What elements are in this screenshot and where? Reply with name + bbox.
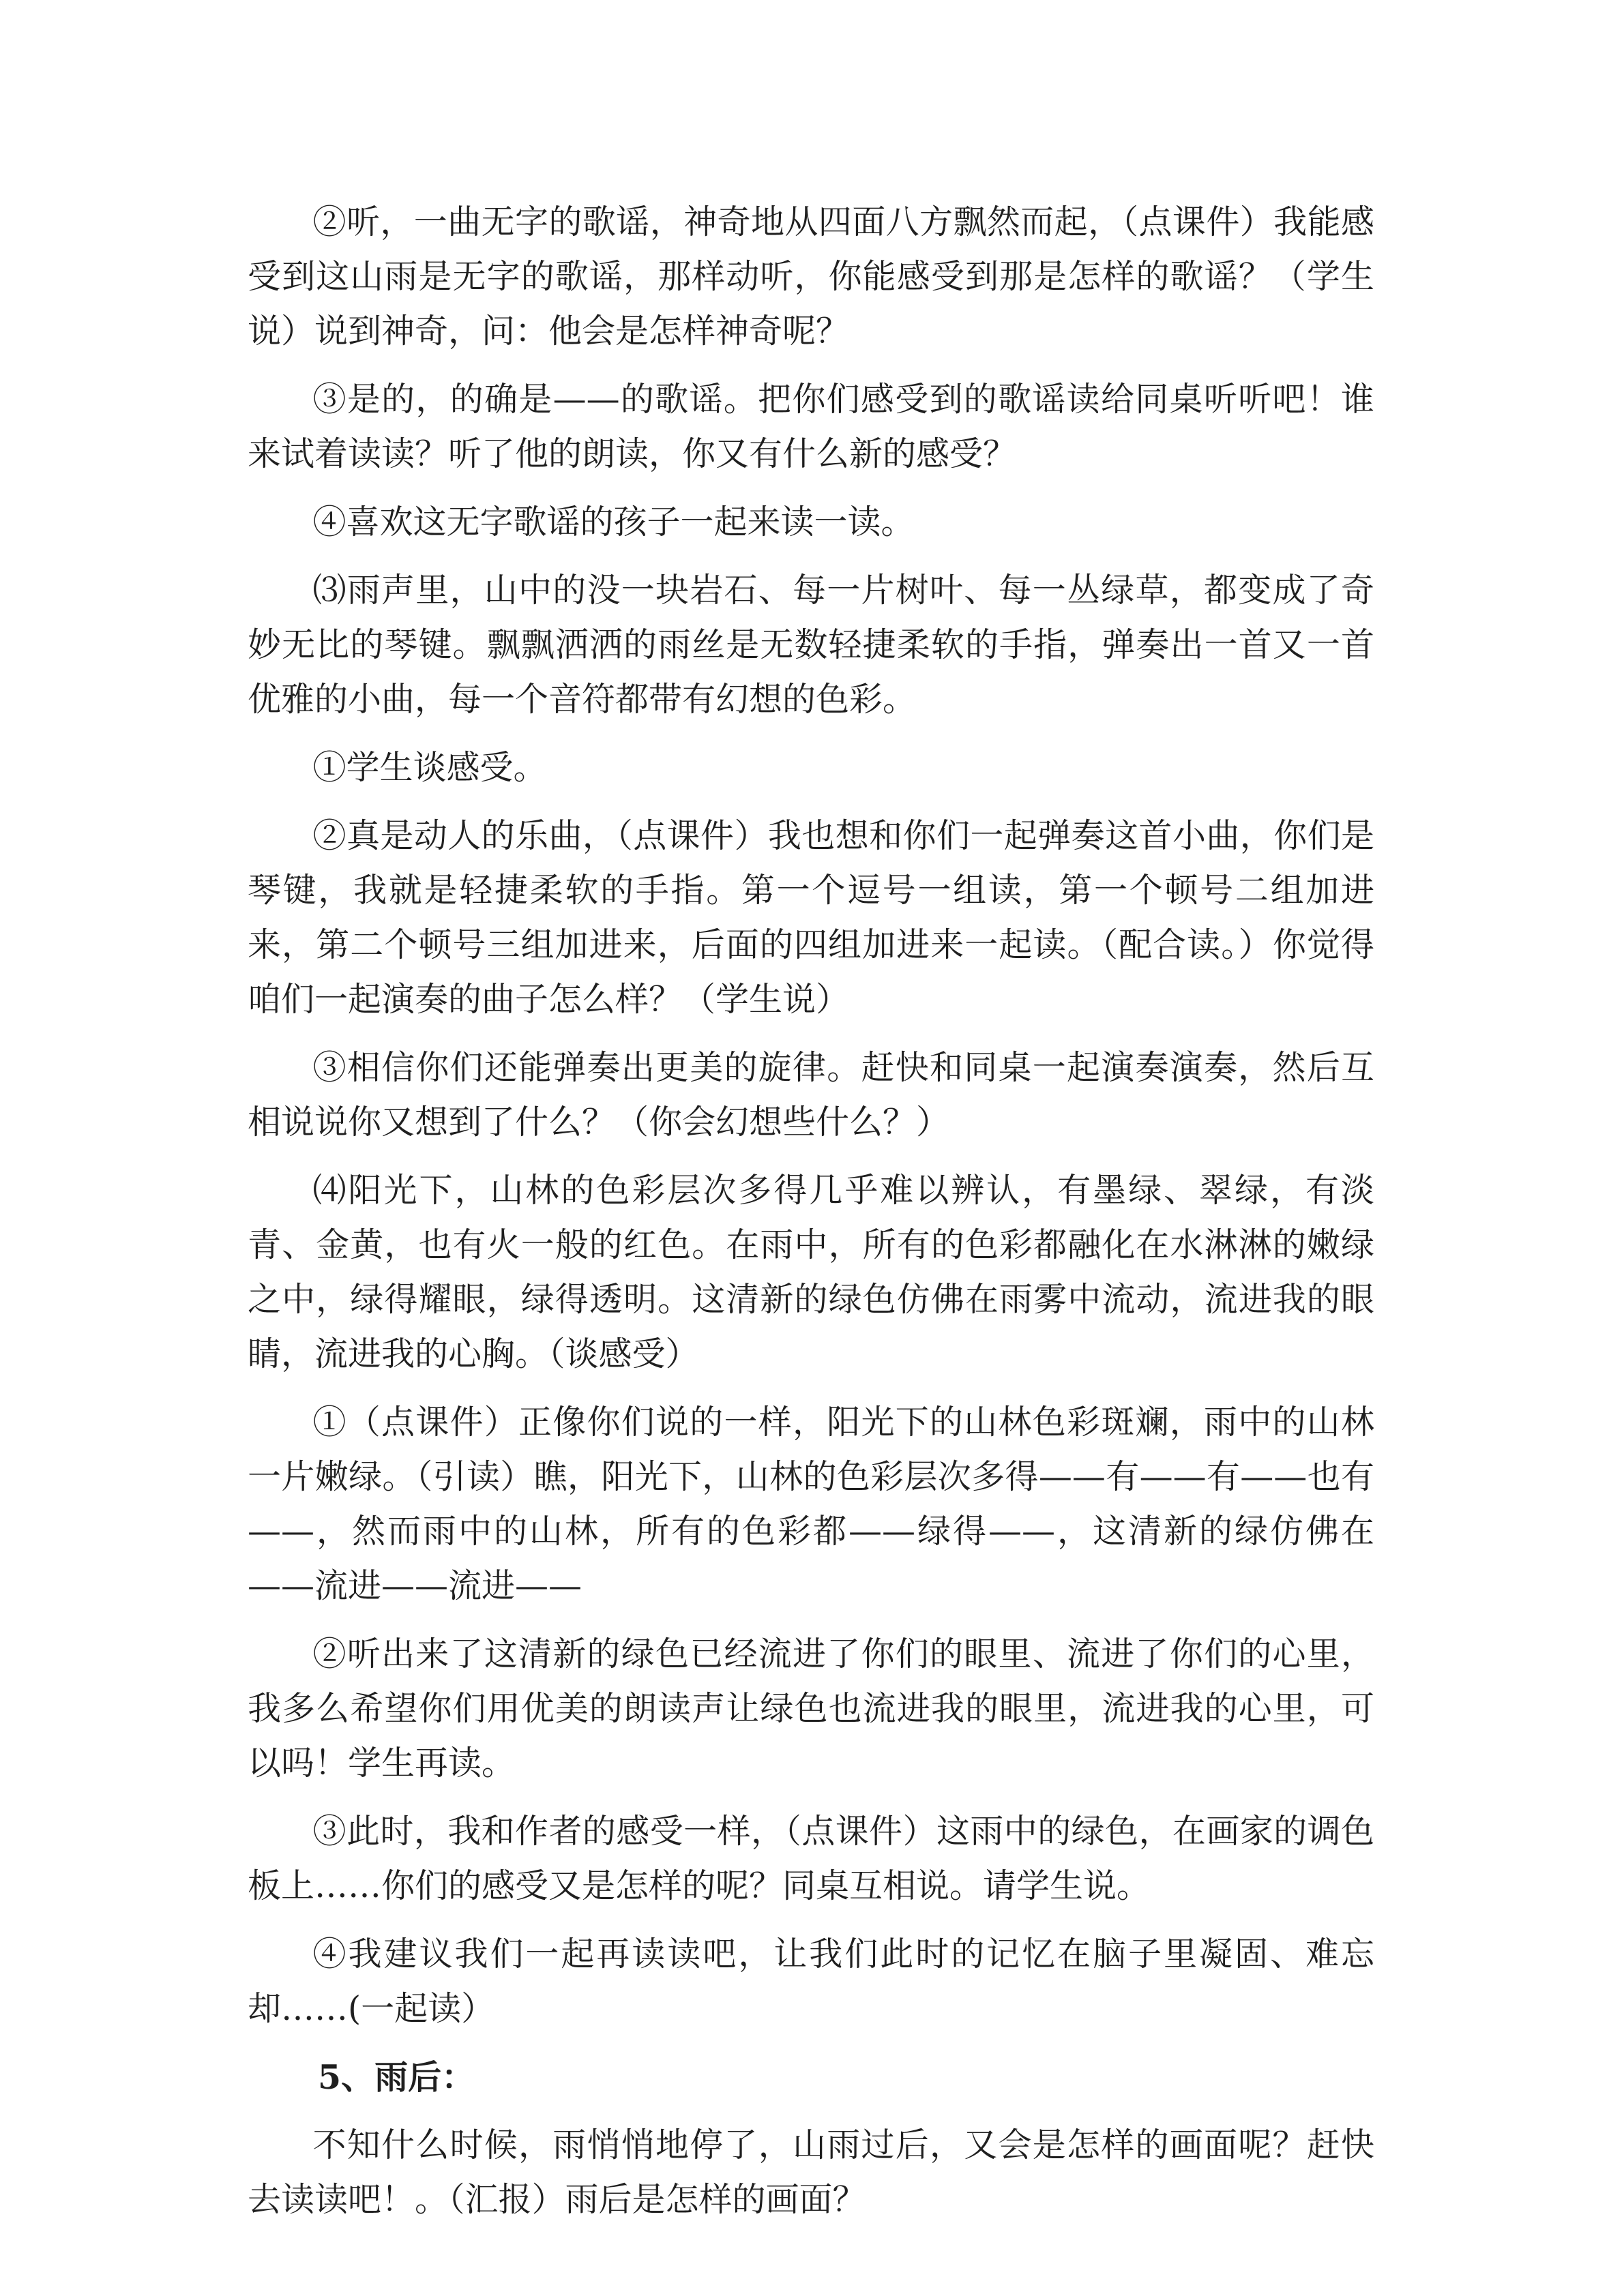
paragraph-green-flows: ②听出来了这清新的绿色已经流进了你们的眼里、流进了你们的心里，我多么希望你们用优美的朗读声让绿色也流进我的眼里，流进我的心里，可以吗！学生再读。 bbox=[248, 1635, 1374, 1783]
paragraph-after-rain: 不知什么时候，雨悄悄地停了，山雨过后，又会是怎样的画面呢？赶快去读读吧！。（汇报）雨后是怎样的画面？ bbox=[248, 2126, 1374, 2219]
document-body bbox=[248, 195, 1374, 2241]
paragraph-students-share: ①学生谈感受。 bbox=[312, 748, 547, 787]
paragraph-painter-palette: ③此时，我和作者的感受一样，（点课件）这雨中的绿色，在画家的调色板上……你们的感受又是怎样的呢？同桌互相说。请学生说。 bbox=[248, 1812, 1374, 1905]
paragraph-song-listen: ②听，一曲无字的歌谣，神奇地从四面八方飘然而起，（点课件）我能感受到这山雨是无字的歌谣，那样动听，你能感受到那是怎样的歌谣？（学生说）说到神奇，问：他会是怎样神奇呢？ bbox=[248, 203, 1374, 351]
paragraph-guided-reading: ①（点课件）正像你们说的一样，阳光下的山林色彩斑斓，雨中的山林一片嫩绿。（引读）瞧，阳光下，山林的色彩层次多得——有——有——也有——，然而雨中的山林，所有的色彩都——绿得——，这清新的绿仿佛在——流进——流进—— bbox=[248, 1403, 1374, 1605]
paragraph-sunlight-quote: ⑷阳光下，山林的色彩层次多得几乎难以辨认，有墨绿、翠绿，有淡青、金黄，也有火一般的红色。在雨中，所有的色彩都融化在水淋淋的嫩绿之中，绿得耀眼，绿得透明。这清新的绿色仿佛在雨雾中流动，流进我的眼睛，流进我的心胸。（谈感受） bbox=[248, 1171, 1374, 1373]
paragraph-read-again: ④我建议我们一起再读读吧，让我们此时的记忆在脑子里凝固、难忘却……(一起读） bbox=[248, 1935, 1374, 2028]
paragraph-song-read-together: ④喜欢这无字歌谣的孩子一起来读一读。 bbox=[312, 503, 915, 541]
section-heading-after-rain: 5、雨后： bbox=[318, 2057, 475, 2097]
paragraph-music-play: ②真是动人的乐曲，（点课件）我也想和你们一起弹奏这首小曲，你们是琴键，我就是轻捷柔软的手指。第一个逗号一组读，第一个顿号二组加进来，第二个顿号三组加进来，后面的四组加进来一起读。（配合读。）你觉得咱们一起演奏的曲子怎么样？（学生说） bbox=[248, 816, 1374, 1019]
paragraph-better-melody: ③相信你们还能弹奏出更美的旋律。赶快和同桌一起演奏演奏，然后互相说说你又想到了什么？（你会幻想些什么？） bbox=[248, 1048, 1374, 1142]
paragraph-rain-sound-quote: ⑶雨声里，山中的没一块岩石、每一片树叶、每一丛绿草，都变成了奇妙无比的琴键。飘飘洒洒的雨丝是无数轻捷柔软的手指，弹奏出一首又一首优雅的小曲，每一个音符都带有幻想的色彩。 bbox=[248, 571, 1374, 719]
paragraph-song-confirm: ③是的，的确是——的歌谣。把你们感受到的歌谣读给同桌听听吧！谁来试着读读？听了他的朗读，你又有什么新的感受？ bbox=[248, 380, 1374, 473]
